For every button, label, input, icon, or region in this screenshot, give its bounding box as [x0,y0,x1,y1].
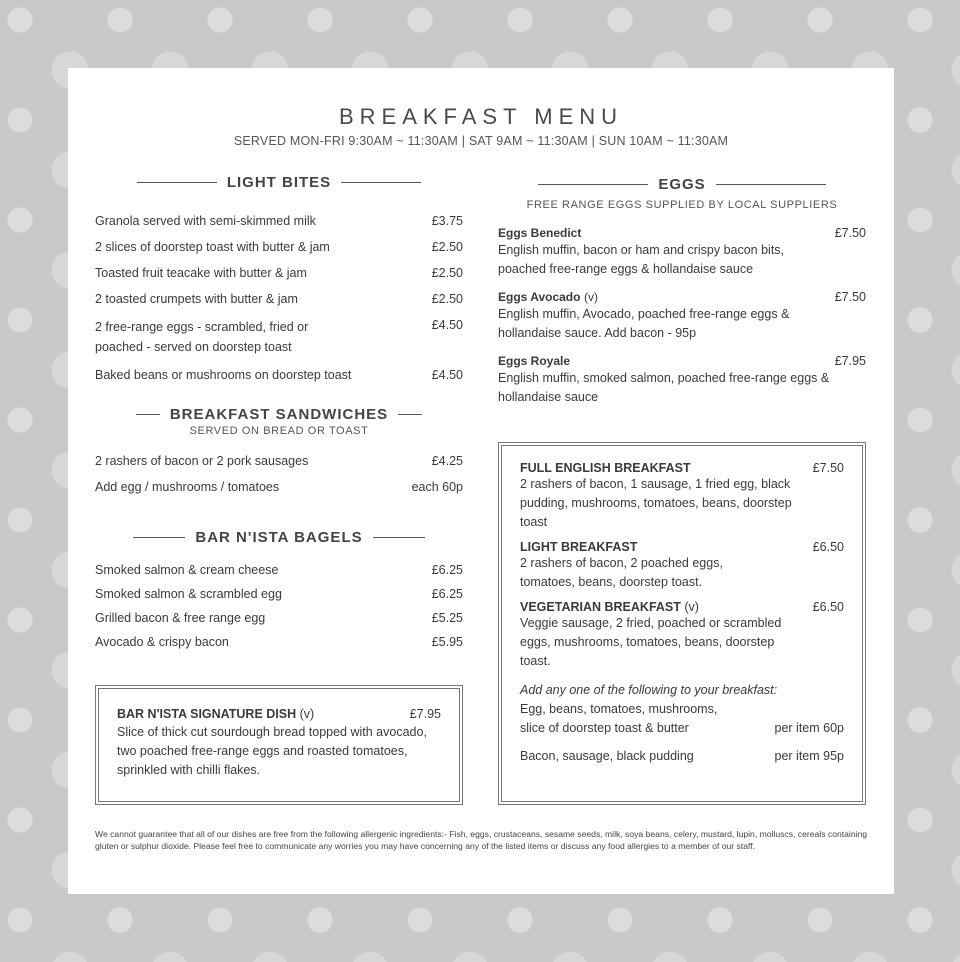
signature-dish-name: BAR N'ISTA SIGNATURE DISH [117,707,297,721]
light-bites-heading: LIGHT BITES [95,174,463,191]
menu-item: Grilled bacon & free range egg £5.25 [95,611,463,625]
sandwiches-subheading: SERVED ON BREAD OR TOAST [189,425,369,437]
sandwiches-heading: BREAKFAST SANDWICHES [95,406,463,423]
eggs-section [498,176,866,407]
menu-title: BREAKFAST MENU [338,104,624,129]
menu-item: Smoked salmon & cream cheese £6.25 [95,563,463,577]
menu-item: Granola served with semi-skimmed milk £3.75 [95,214,463,228]
eggs-subheading: FREE RANGE EGGS SUPPLIED BY LOCAL SUPPLIERS [526,199,838,211]
addons: Add any one of the following to your breakfast: Egg, beans, tomatoes, mushrooms, slice of doorstep toast & butter per item 60p Bacon, sausage, black pudding per item 95p [520,683,844,763]
bagels-section [95,529,463,658]
light-bites-section [95,174,463,393]
menu-item: 2 toasted crumpets with butter & jam £2.50 [95,292,463,306]
menu-item: Smoked salmon & scrambled egg £6.25 [95,587,463,601]
menu-item: Add egg / mushrooms / tomatoes each 60p [95,480,463,494]
menu-item: Baked beans or mushrooms on doorstep toast £4.50 [95,368,463,382]
eggs-heading: EGGS [498,176,866,193]
signature-dish-box: BAR N'ISTA SIGNATURE DISH (v) £7.95 Slice of thick cut sourdough bread topped with avocado, two poached free-range eggs and roasted tomatoes, sprinkled with chilli flakes. [98,688,460,802]
menu-item: Eggs Royale £7.95 English muffin, smoked salmon, poached free-range eggs & hollandaise sauce [498,354,866,404]
menu-item: FULL ENGLISH BREAKFAST £7.50 2 rashers of bacon, 1 sausage, 1 fried egg, black pudding, mushrooms, tomatoes, beans, doorstep toast [520,461,844,529]
menu-item: Toasted fruit teacake with butter & jam £2.50 [95,266,463,280]
menu-item: 2 free-range eggs - scrambled, fried or poached - served on doorstep toast £4.50 [95,318,463,354]
menu-item: Avocado & crispy bacon £5.95 [95,635,463,649]
bagels-heading: BAR N'ISTA BAGELS [95,529,463,546]
menu-item: VEGETARIAN BREAKFAST (v) £6.50 Veggie sausage, 2 fried, poached or scrambled eggs, mushrooms, tomatoes, beans, doorstep toast. [520,600,844,668]
menu-item: 2 rashers of bacon or 2 pork sausages £4.25 [95,454,463,468]
signature-dish-desc: Slice of thick cut sourdough bread topped with avocado, two poached free-range eggs and roasted tomatoes, sprinkled with chilli flakes. [117,725,427,777]
menu-item: 2 slices of doorstep toast with butter & jam £2.50 [95,240,463,254]
signature-dish-price: £7.95 [409,707,441,721]
menu-item: Eggs Avocado (v) £7.50 English muffin, Avocado, poached free-range eggs & hollandaise sauce. Add bacon - 95p [498,290,866,340]
serving-hours: SERVED MON-FRI 9:30AM ~ 11:30AM | SAT 9AM ~ 11:30AM | SUN 10AM ~ 11:30AM [233,134,729,148]
menu-item: Eggs Benedict £7.50 English muffin, bacon or ham and crispy bacon bits, poached free-range eggs & hollandaise sauce [498,226,866,276]
menu-card [68,68,894,894]
menu-item: LIGHT BREAKFAST £6.50 2 rashers of bacon, 2 poached eggs, tomatoes, beans, doorstep toast. [520,540,844,589]
breakfasts-box [501,445,863,802]
allergen-notice: We cannot guarantee that all of our dishes are free from the following allergenic ingredients:- Fish, eggs, crustaceans, sesame seeds, milk, soya beans, celery, mustard, lupin, molluscs, cereals containing gluten or sulphur dioxide. Please feel free to communicate any worries you may have concerning any of the listed items or discuss any food allergies to a member of our staff. [95,829,868,851]
sandwiches-section [95,406,463,505]
